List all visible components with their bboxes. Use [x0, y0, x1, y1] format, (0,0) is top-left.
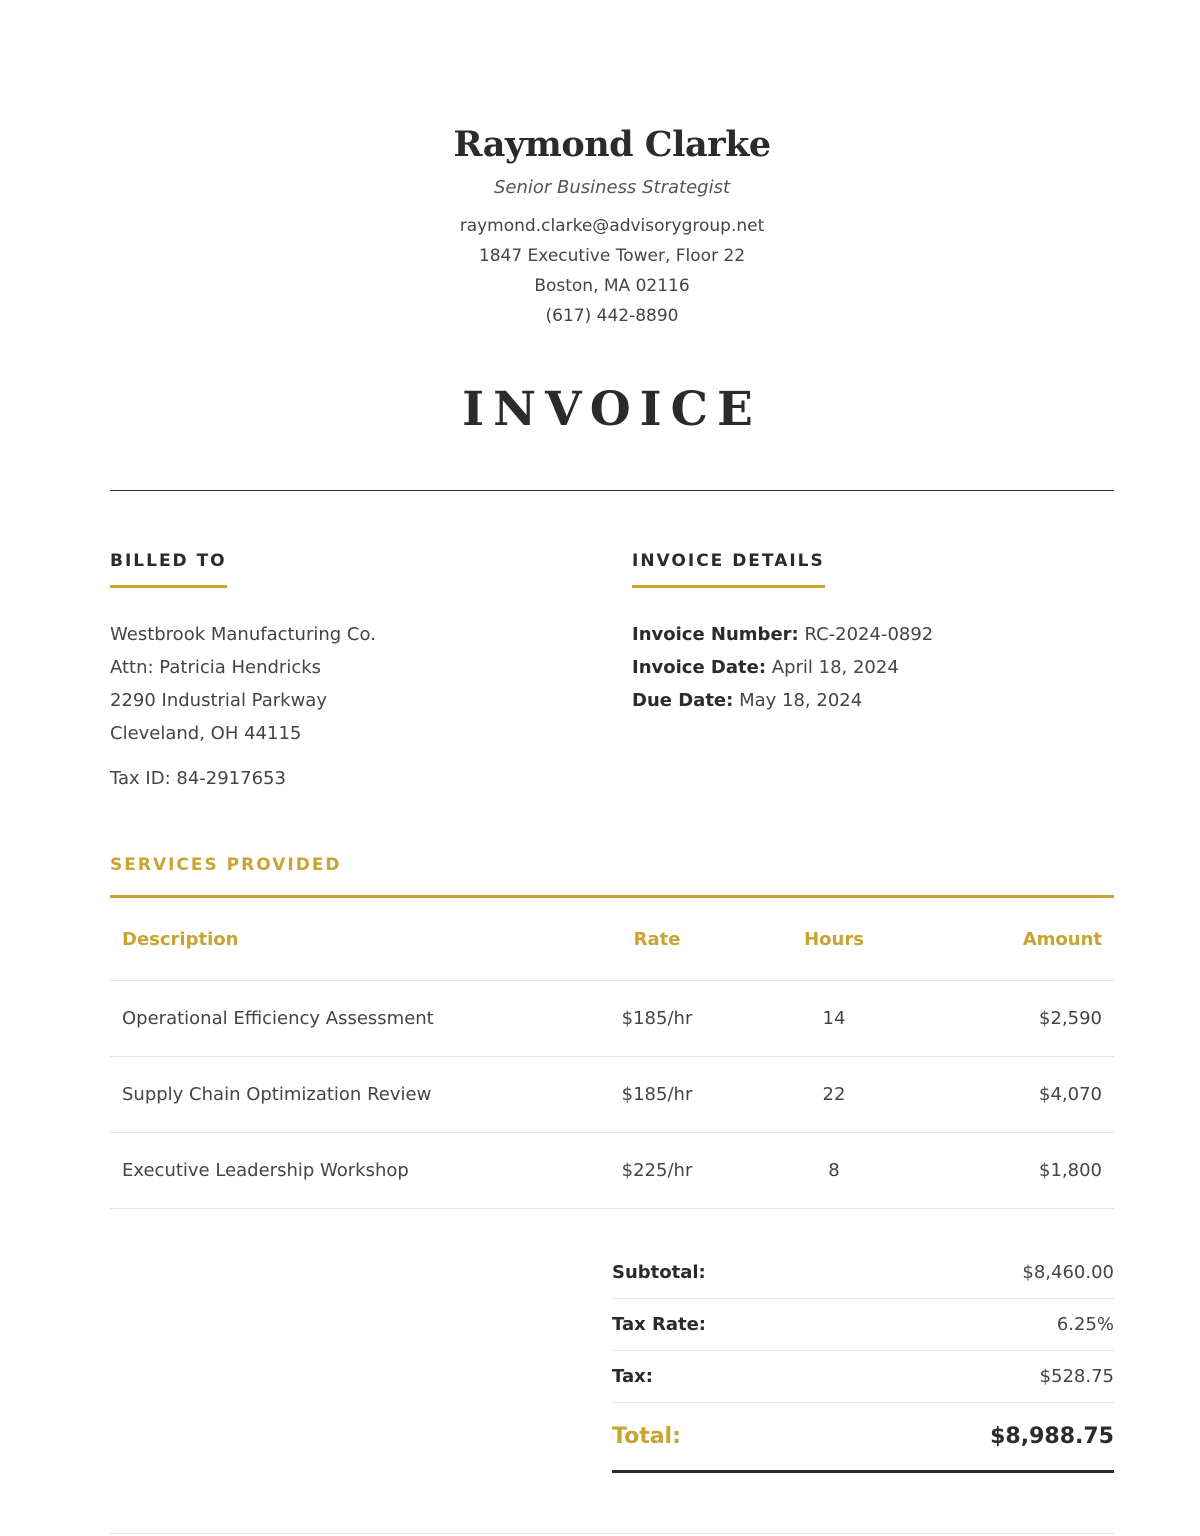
item-rate: $185/hr: [621, 1008, 693, 1029]
subtotal-value: $8,460.00: [1022, 1262, 1114, 1283]
due-date: May 18, 2024: [739, 690, 863, 711]
billed-to-address: [110, 618, 590, 750]
client-attn: Attn: Patricia Hendricks: [110, 657, 322, 678]
due-date-line: [632, 684, 1112, 717]
total-row: [612, 1403, 1114, 1473]
item-rate: $225/hr: [621, 1160, 693, 1181]
footer-divider: [110, 1533, 1114, 1534]
item-amount: $1,800: [1039, 1160, 1102, 1181]
invoice-number: RC-2024-0892: [804, 624, 934, 645]
totals-section: [612, 1247, 1114, 1473]
billed-to-label: BILLED TO: [110, 551, 227, 571]
sender-title: Senior Business Strategist: [493, 177, 731, 198]
subtotal-label: Subtotal:: [612, 1262, 706, 1283]
services-label: SERVICES PROVIDED: [110, 855, 342, 875]
item-hours: 8: [828, 1160, 840, 1181]
invoice-details-heading-wrap: [632, 548, 825, 588]
column-header-description: Description: [122, 928, 239, 950]
item-description: Supply Chain Optimization Review: [122, 1084, 432, 1105]
tax-rate-value: 6.25%: [1056, 1314, 1114, 1335]
sender-contact: [110, 211, 1114, 331]
invoice-date-line: [632, 651, 1112, 684]
sender-name: Raymond Clarke: [453, 124, 771, 165]
invoice-number-label: Invoice Number:: [632, 624, 799, 645]
item-amount: $2,590: [1039, 1008, 1102, 1029]
sender-address-line1: 1847 Executive Tower, Floor 22: [478, 246, 746, 266]
client-address-line2: Cleveland, OH 44115: [110, 723, 302, 744]
tax-value: $528.75: [1039, 1366, 1114, 1387]
tax-rate-label: Tax Rate:: [612, 1314, 706, 1335]
document-title: INVOICE: [462, 382, 762, 437]
column-header-hours: Hours: [804, 928, 864, 950]
tax-label: Tax:: [612, 1366, 653, 1387]
total-label: Total:: [612, 1424, 681, 1449]
item-description: Operational Efficiency Assessment: [122, 1008, 434, 1029]
billed-to-heading-wrap: [110, 548, 227, 588]
invoice-date-label: Invoice Date:: [632, 657, 767, 678]
sender-header: [110, 122, 1114, 331]
table-header-row: [110, 898, 1114, 981]
sender-email: raymond.clarke@advisorygroup.net: [459, 216, 765, 236]
client-tax-id: Tax ID: 84-2917653: [110, 768, 286, 789]
invoice-date: April 18, 2024: [771, 657, 899, 678]
invoice-details-label: INVOICE DETAILS: [632, 551, 825, 571]
item-amount: $4,070: [1039, 1084, 1102, 1105]
invoice-number-line: [632, 618, 1112, 651]
subtotal-row: [612, 1247, 1114, 1299]
item-hours: 14: [822, 1008, 846, 1029]
billed-to-underline: [110, 585, 227, 588]
invoice-page: [110, 0, 1114, 1536]
invoice-details-underline: [632, 585, 825, 588]
header-divider: [110, 490, 1114, 491]
total-value: $8,988.75: [990, 1424, 1114, 1449]
tax-rate-row: [612, 1299, 1114, 1351]
client-address-line1: 2290 Industrial Parkway: [110, 690, 327, 711]
item-rate: $185/hr: [621, 1084, 693, 1105]
table-row: [110, 1133, 1114, 1209]
invoice-details-section: [632, 548, 1112, 717]
item-description: Executive Leadership Workshop: [122, 1160, 409, 1181]
billed-to-section: [110, 548, 590, 795]
sender-address-line2: Boston, MA 02116: [534, 276, 690, 296]
table-row: [110, 1057, 1114, 1133]
sender-phone: (617) 442-8890: [545, 306, 679, 326]
column-header-amount: Amount: [1022, 928, 1102, 950]
item-hours: 22: [822, 1084, 846, 1105]
column-header-rate: Rate: [633, 928, 681, 950]
services-table: [110, 898, 1114, 1209]
client-company: Westbrook Manufacturing Co.: [110, 624, 376, 645]
invoice-details-lines: [632, 618, 1112, 717]
table-row: [110, 981, 1114, 1057]
tax-row: [612, 1351, 1114, 1403]
due-date-label: Due Date:: [632, 690, 734, 711]
